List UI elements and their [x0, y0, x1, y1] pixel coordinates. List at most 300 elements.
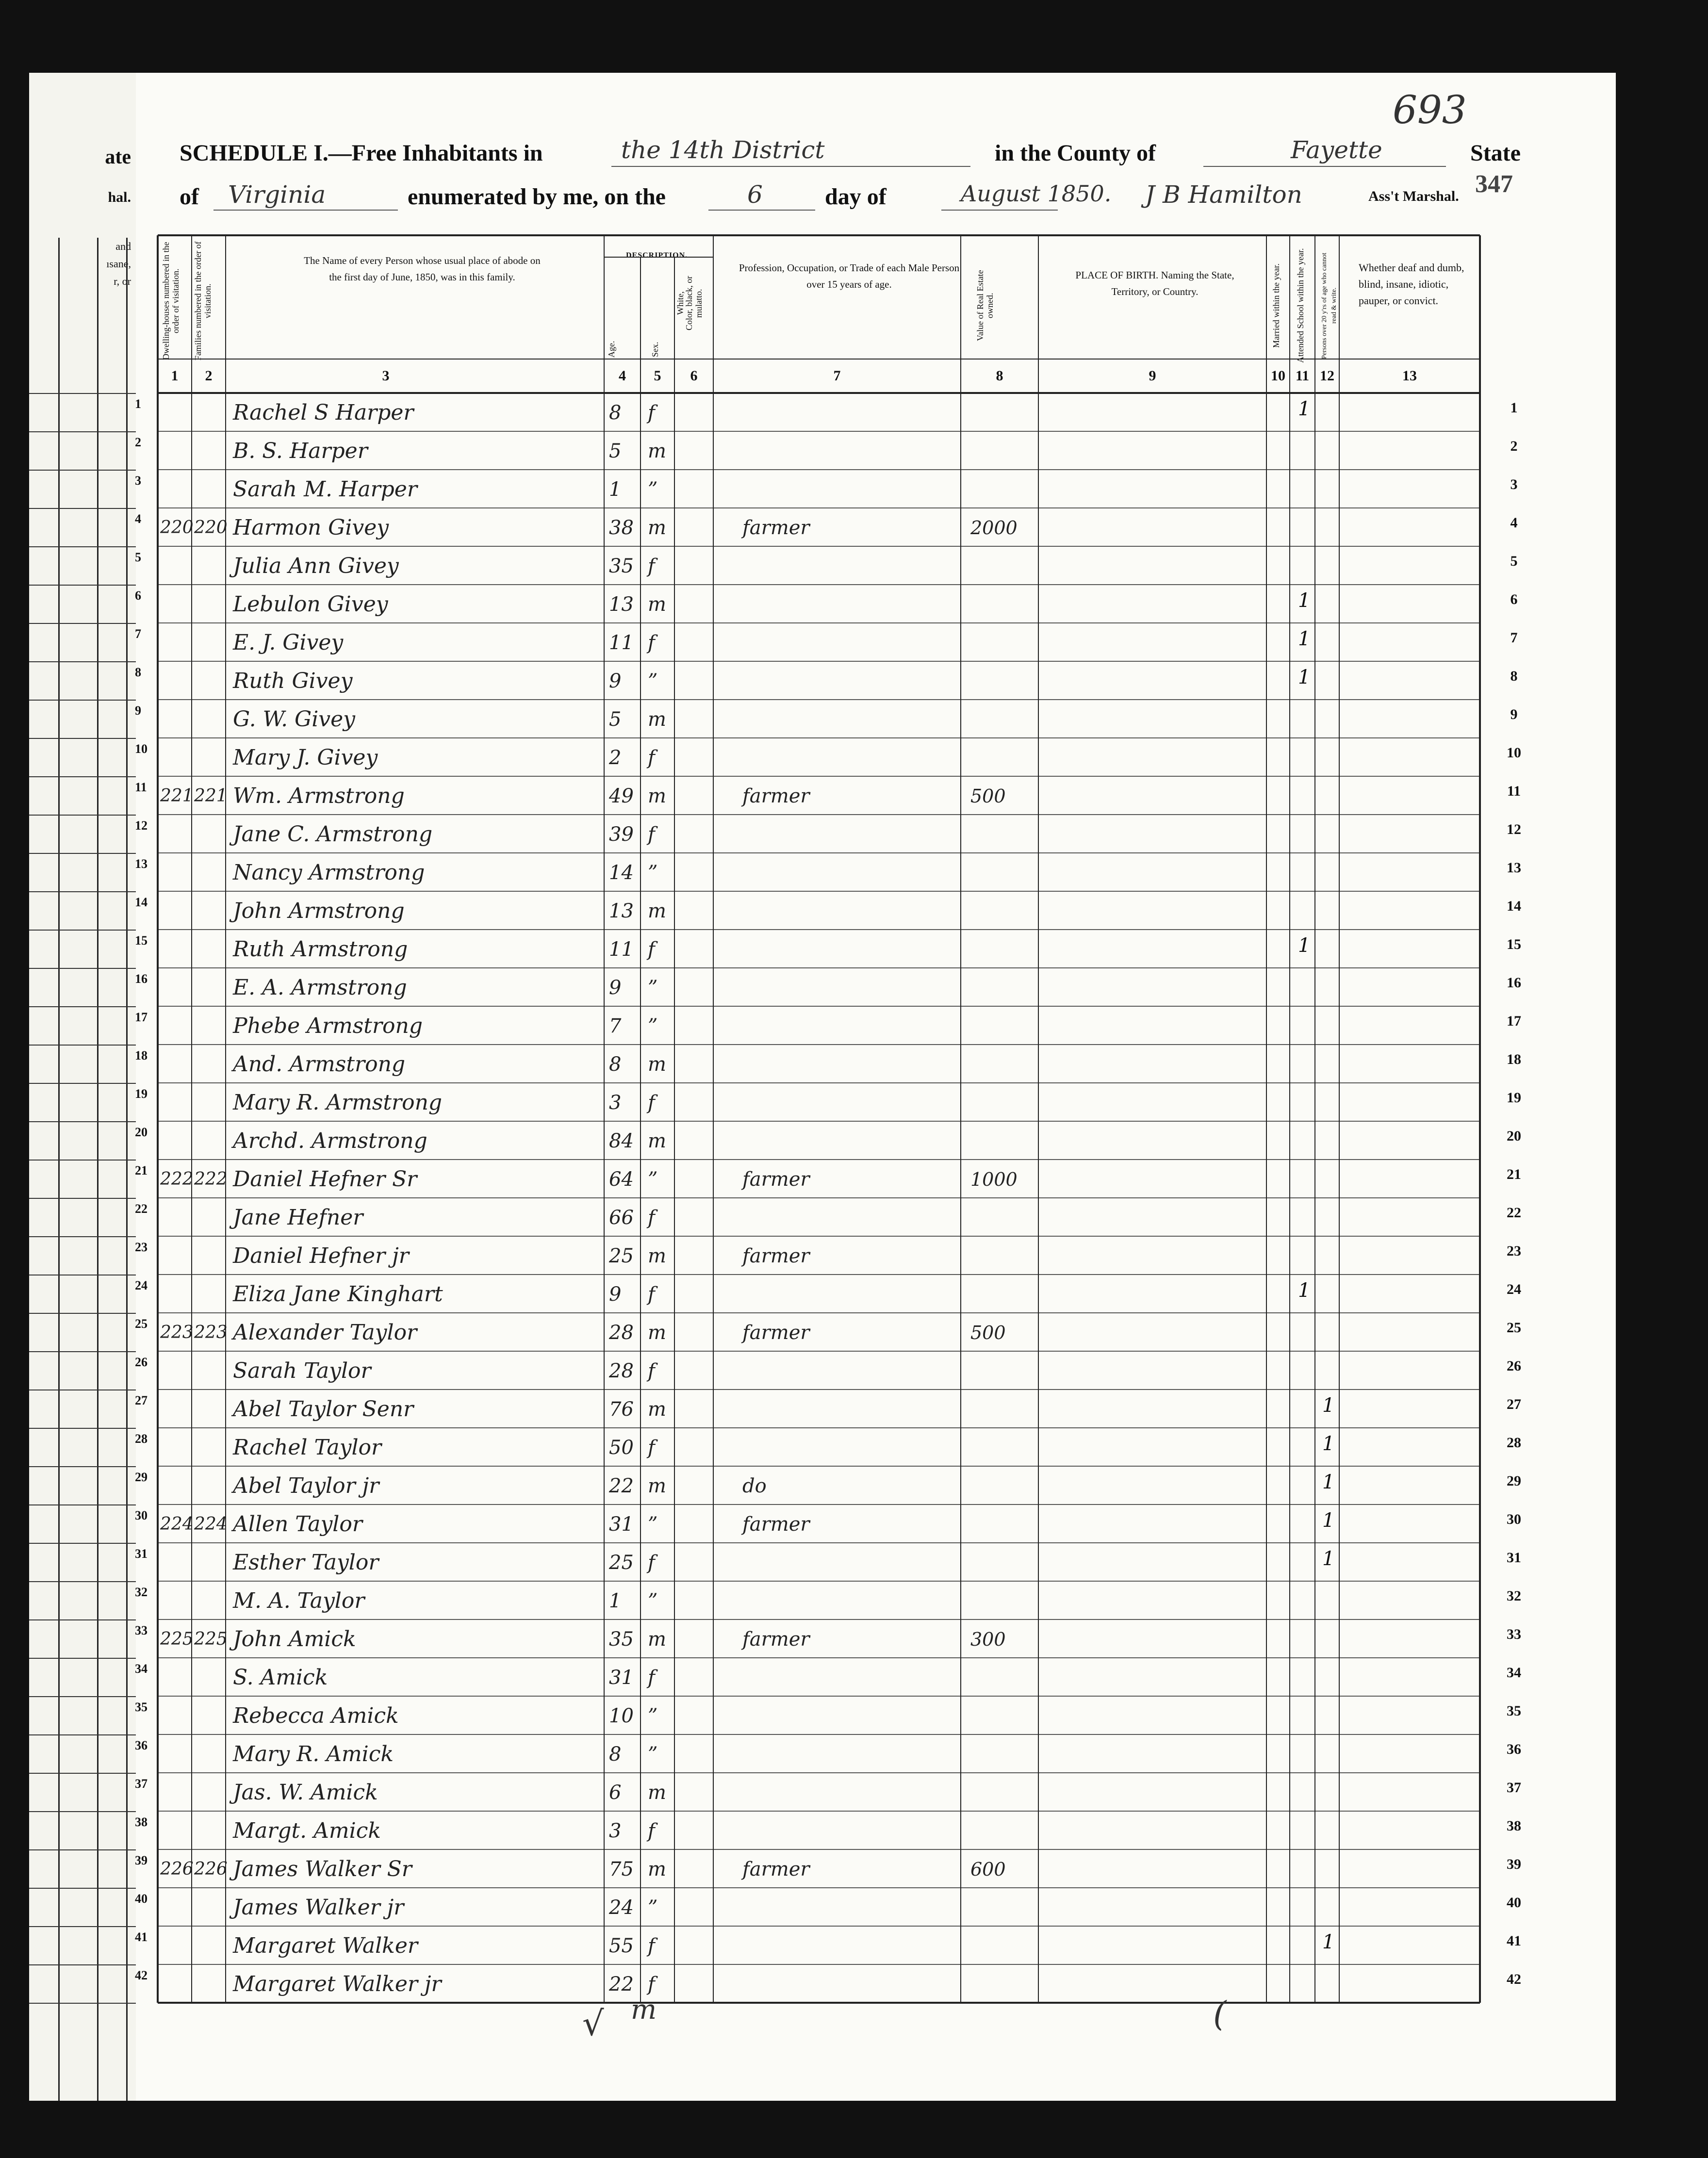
dwelling-number: 221	[160, 786, 194, 806]
col-6-header: Color, black, or mulatto.	[684, 276, 704, 331]
family-number: 224	[194, 1514, 228, 1534]
person-name: G. W. Givey	[233, 707, 356, 732]
person-name: Wm. Armstrong	[233, 784, 405, 808]
table-row	[136, 585, 1616, 623]
dwelling-number	[160, 1354, 194, 1388]
attended-school-mark: 1	[1298, 934, 1311, 957]
person-name: M. A. Taylor	[233, 1588, 365, 1613]
row-number-left: 16	[135, 972, 148, 986]
person-name: Abel Taylor jr	[233, 1473, 379, 1498]
column-number: 12	[1320, 368, 1334, 384]
person-age: 3	[609, 1820, 622, 1842]
table-row	[136, 1581, 1616, 1619]
col-5-header: Sex.	[650, 342, 660, 357]
person-name: Jane C. Armstrong	[233, 822, 433, 847]
real-estate-value	[970, 1546, 1038, 1580]
real-estate-value	[970, 1201, 1038, 1235]
row-number-left: 9	[135, 703, 141, 718]
person-sex: ”	[648, 1168, 658, 1191]
family-number: 221	[194, 786, 228, 806]
row-number-right: 33	[1507, 1626, 1521, 1642]
column-number: 4	[619, 368, 626, 384]
real-estate-value	[970, 932, 1038, 966]
person-name: S. Amick	[233, 1665, 328, 1690]
stub-row-rule	[29, 1198, 146, 1199]
dwelling-number	[160, 1929, 194, 1963]
row-number-right: 13	[1507, 860, 1521, 876]
marshal-signature: J B Hamilton	[1145, 180, 1302, 209]
row-number-left: 13	[135, 857, 148, 871]
real-estate-value	[970, 1469, 1038, 1503]
stub-row-rule	[29, 1811, 146, 1812]
family-number	[194, 626, 228, 660]
stub-row-rule	[29, 891, 146, 892]
person-occupation	[742, 1201, 956, 1235]
row-number-right: 3	[1510, 476, 1518, 492]
person-sex: m	[648, 1322, 666, 1344]
person-sex: f	[648, 747, 655, 769]
family-number	[194, 932, 228, 966]
dwelling-number: 223	[160, 1323, 194, 1342]
row-number-right: 39	[1507, 1856, 1521, 1872]
row-number-left: 31	[135, 1547, 148, 1561]
row-number-left: 19	[135, 1087, 148, 1101]
real-estate-value	[970, 856, 1038, 890]
dwelling-number	[160, 1047, 194, 1081]
row-number-right: 18	[1507, 1051, 1521, 1067]
person-age: 22	[609, 1973, 634, 1995]
real-estate-value: 500	[970, 785, 1006, 807]
person-occupation	[742, 1891, 956, 1925]
family-number	[194, 856, 228, 890]
dwelling-number	[160, 894, 194, 928]
table-row	[136, 623, 1616, 661]
family-number	[194, 1277, 228, 1311]
stub-row-rule	[29, 1849, 146, 1850]
person-age: 2	[609, 747, 622, 769]
column-number: 11	[1295, 368, 1310, 384]
person-sex: f	[648, 1820, 655, 1842]
person-name: Daniel Hefner Sr	[233, 1167, 417, 1192]
row-number-left: 37	[135, 1777, 148, 1791]
marshal-label: Ass't Marshal.	[1368, 188, 1459, 204]
table-row	[136, 1351, 1616, 1390]
row-number-left: 27	[135, 1393, 148, 1407]
dwelling-number	[160, 1776, 194, 1810]
column-number: 8	[996, 368, 1003, 384]
person-occupation	[742, 971, 956, 1005]
table-row	[136, 546, 1616, 585]
stub-row-rule	[29, 585, 146, 586]
stub-row-rule	[29, 968, 146, 969]
person-occupation	[742, 741, 956, 775]
person-occupation	[742, 664, 956, 698]
dwelling-number	[160, 817, 194, 851]
person-age: 75	[609, 1858, 634, 1880]
stub-row-rule	[29, 1083, 146, 1084]
stub-row-rule	[29, 1581, 146, 1582]
person-name: Rebecca Amick	[233, 1703, 399, 1728]
footer-mark: m	[631, 1994, 657, 2026]
real-estate-value	[970, 894, 1038, 928]
dwelling-number	[160, 1814, 194, 1848]
person-age: 31	[609, 1513, 634, 1536]
person-name: Ruth Givey	[233, 669, 353, 693]
family-number	[194, 396, 228, 430]
person-age: 55	[609, 1935, 634, 1957]
row-number-right: 5	[1510, 553, 1518, 569]
person-name: B. S. Harper	[233, 439, 368, 463]
person-name: Margt. Amick	[233, 1818, 381, 1843]
real-estate-value	[970, 1239, 1038, 1273]
real-estate-value	[970, 664, 1038, 698]
column-number: 9	[1149, 368, 1156, 384]
column-number: 2	[205, 368, 213, 384]
stub-rule	[97, 238, 99, 2101]
row-number-left: 35	[135, 1700, 148, 1714]
dwelling-number: 220	[160, 518, 194, 538]
stub-row-rule	[29, 1543, 146, 1544]
table-row	[136, 738, 1616, 776]
stub-row-rule	[29, 815, 146, 816]
person-name: John Amick	[233, 1627, 356, 1651]
table-row	[136, 776, 1616, 815]
real-estate-value	[970, 1124, 1038, 1158]
real-estate-value	[970, 1507, 1038, 1541]
person-sex: m	[648, 1245, 666, 1267]
person-age: 49	[609, 785, 634, 807]
county-label: in the County of	[995, 140, 1156, 166]
person-sex: m	[648, 785, 666, 807]
person-age: 39	[609, 823, 634, 846]
table-row	[136, 1926, 1616, 1964]
col-9-header: PLACE OF BIRTH. Naming the State, Territory, or Country.	[1075, 269, 1234, 297]
real-estate-value	[970, 1929, 1038, 1963]
table-row	[136, 393, 1616, 431]
row-number-right: 34	[1507, 1665, 1521, 1681]
table-row	[136, 1504, 1616, 1543]
person-sex: ”	[648, 1015, 658, 1037]
schedule-title: SCHEDULE I.—Free Inhabitants in	[180, 140, 543, 166]
col-4-header: Age.	[607, 341, 616, 358]
person-occupation	[742, 1546, 956, 1580]
person-age: 3	[609, 1092, 622, 1114]
stub-row-rule	[29, 1696, 146, 1697]
person-name: Eliza Jane Kinghart	[233, 1282, 443, 1307]
family-number	[194, 549, 228, 583]
row-number-left: 24	[135, 1278, 148, 1292]
real-estate-value	[970, 1814, 1038, 1848]
row-number-left: 8	[135, 665, 141, 679]
row-number-left: 12	[135, 818, 148, 833]
row-number-left: 15	[135, 933, 148, 948]
person-age: 50	[609, 1437, 634, 1459]
person-age: 10	[609, 1705, 634, 1727]
person-sex: m	[648, 1475, 666, 1497]
dwelling-number	[160, 1737, 194, 1771]
family-number	[194, 741, 228, 775]
person-sex: m	[648, 1053, 666, 1076]
dwelling-number	[160, 1201, 194, 1235]
table-row	[136, 1849, 1616, 1888]
person-name: E. J. Givey	[233, 630, 344, 655]
person-occupation	[742, 549, 956, 583]
real-estate-value: 1000	[970, 1169, 1018, 1190]
person-name: Jas. W. Amick	[233, 1780, 378, 1805]
row-number-right: 20	[1507, 1128, 1521, 1144]
person-age: 35	[609, 555, 634, 577]
col-3-header: The Name of every Person whose usual place of abode on the first day of June, 1850, was in this family.	[304, 255, 541, 283]
person-age: 64	[609, 1168, 634, 1191]
person-sex: m	[648, 1130, 666, 1152]
table-row	[136, 1198, 1616, 1236]
person-age: 9	[609, 670, 622, 692]
row-number-left: 41	[135, 1930, 148, 1944]
person-sex: m	[648, 1782, 666, 1804]
dwelling-number	[160, 434, 194, 468]
row-number-right: 37	[1507, 1780, 1521, 1796]
person-occupation	[742, 473, 956, 507]
stub-row-rule	[29, 776, 146, 777]
row-number-left: 36	[135, 1738, 148, 1752]
table-row	[136, 1888, 1616, 1926]
stub-row-rule	[29, 1313, 146, 1314]
table-row	[136, 508, 1616, 546]
row-number-left: 23	[135, 1240, 148, 1254]
dwelling-number	[160, 1891, 194, 1925]
dwelling-number	[160, 626, 194, 660]
person-sex: ”	[648, 1743, 658, 1766]
row-number-right: 6	[1510, 591, 1518, 607]
dwelling-number	[160, 1967, 194, 2001]
person-sex: m	[648, 1398, 666, 1421]
person-sex: f	[648, 1360, 655, 1382]
stub-row-rule	[29, 1658, 146, 1659]
row-number-right: 7	[1510, 630, 1518, 646]
family-number	[194, 434, 228, 468]
row-number-right: 29	[1507, 1473, 1521, 1489]
cannot-read-write-mark: 1	[1322, 1433, 1335, 1455]
row-number-right: 36	[1507, 1741, 1521, 1757]
person-name: Julia Ann Givey	[233, 554, 399, 578]
row-number-left: 17	[135, 1010, 148, 1024]
dwelling-number	[160, 1124, 194, 1158]
person-name: Sarah Taylor	[233, 1358, 371, 1383]
district-field: the 14th District	[621, 136, 825, 164]
person-name: Phebe Armstrong	[233, 1014, 423, 1038]
stub-row-rule	[29, 738, 146, 739]
person-occupation	[742, 588, 956, 621]
dwelling-number: 226	[160, 1859, 194, 1879]
row-number-right: 27	[1507, 1396, 1521, 1412]
person-name: James Walker jr	[233, 1895, 404, 1920]
person-occupation	[742, 1086, 956, 1120]
person-name: Allen Taylor	[233, 1512, 362, 1537]
dwelling-number	[160, 1392, 194, 1426]
person-occupation: farmer	[742, 517, 810, 539]
real-estate-value	[970, 1699, 1038, 1733]
row-number-left: 1	[135, 397, 141, 411]
family-number	[194, 703, 228, 736]
family-number	[194, 817, 228, 851]
stub-row-rule	[29, 1428, 146, 1429]
row-number-left: 5	[135, 550, 141, 564]
real-estate-value	[970, 1776, 1038, 1810]
stub-text: and ısane, r, or	[106, 240, 131, 287]
description-header: DESCRIPTION.	[626, 251, 688, 260]
person-occupation: farmer	[742, 1858, 810, 1880]
dwelling-number	[160, 664, 194, 698]
stub-row-rule	[29, 1964, 146, 1965]
row-number-left: 42	[135, 1968, 148, 1982]
person-sex: f	[648, 1667, 655, 1689]
col-10-header: Married within the year.	[1271, 263, 1281, 348]
real-estate-value	[970, 1891, 1038, 1925]
person-sex: f	[648, 1552, 655, 1574]
row-number-left: 18	[135, 1048, 148, 1063]
family-number: 226	[194, 1859, 228, 1879]
cannot-read-write-mark: 1	[1322, 1548, 1335, 1570]
table-row	[136, 1275, 1616, 1313]
dwelling-number	[160, 1469, 194, 1503]
family-number	[194, 1737, 228, 1771]
dwelling-number	[160, 856, 194, 890]
column-number: 7	[833, 368, 841, 384]
person-sex: ”	[648, 478, 658, 501]
row-number-right: 12	[1507, 821, 1521, 837]
person-sex: ”	[648, 1896, 658, 1919]
person-age: 8	[609, 1053, 622, 1076]
stub-rule	[126, 238, 128, 2101]
attended-school-mark: 1	[1298, 666, 1311, 688]
real-estate-value: 300	[970, 1629, 1006, 1650]
row-number-right: 9	[1510, 706, 1518, 722]
stub-row-rule	[29, 623, 146, 624]
table-row	[136, 1083, 1616, 1121]
col-6-header-white: White,	[675, 291, 685, 315]
state-field: Virginia	[228, 180, 326, 209]
cannot-read-write-mark: 1	[1322, 1509, 1335, 1532]
row-number-left: 32	[135, 1585, 148, 1599]
person-sex: f	[648, 1437, 655, 1459]
family-number	[194, 1009, 228, 1043]
person-occupation	[742, 1431, 956, 1465]
cannot-read-write-mark: 1	[1322, 1394, 1335, 1417]
person-sex: f	[648, 1973, 655, 1995]
real-estate-value	[970, 1086, 1038, 1120]
real-estate-value	[970, 473, 1038, 507]
family-number	[194, 894, 228, 928]
person-sex: ”	[648, 1705, 658, 1727]
person-age: 14	[609, 862, 634, 884]
person-name: Margaret Walker	[233, 1933, 418, 1958]
column-number: 13	[1402, 368, 1417, 384]
stub-row-rule	[29, 1466, 146, 1467]
person-age: 24	[609, 1896, 634, 1919]
row-number-left: 20	[135, 1125, 148, 1139]
printed-page-number: 347	[1475, 170, 1513, 198]
row-number-left: 38	[135, 1815, 148, 1829]
stub-row-rule	[29, 1504, 146, 1505]
family-number	[194, 1776, 228, 1810]
table-row	[136, 1964, 1616, 2003]
row-number-right: 22	[1507, 1205, 1521, 1221]
person-occupation	[742, 1354, 956, 1388]
real-estate-value	[970, 1431, 1038, 1465]
stub-row-rule	[29, 2003, 146, 2004]
real-estate-value	[970, 588, 1038, 621]
person-age: 7	[609, 1015, 622, 1037]
person-age: 76	[609, 1398, 634, 1421]
person-age: 5	[609, 440, 622, 462]
dwelling-number	[160, 971, 194, 1005]
person-sex: m	[648, 517, 666, 539]
family-number	[194, 1546, 228, 1580]
person-age: 84	[609, 1130, 634, 1152]
person-occupation	[742, 1009, 956, 1043]
row-number-right: 38	[1507, 1818, 1521, 1834]
row-number-left: 28	[135, 1432, 148, 1446]
row-number-right: 40	[1507, 1895, 1521, 1911]
family-number	[194, 664, 228, 698]
person-sex: f	[648, 1935, 655, 1957]
person-occupation	[742, 434, 956, 468]
county-field: Fayette	[1291, 136, 1382, 164]
table-row	[136, 1045, 1616, 1083]
real-estate-value: 500	[970, 1322, 1006, 1343]
person-occupation	[742, 856, 956, 890]
table-row	[136, 853, 1616, 891]
footer-check-mark: √	[582, 2004, 604, 2044]
column-number: 6	[690, 368, 698, 384]
month-year-field: August 1850.	[961, 180, 1112, 207]
real-estate-value	[970, 1047, 1038, 1081]
person-occupation	[742, 1392, 956, 1426]
person-occupation	[742, 1967, 956, 2001]
table-row	[136, 1466, 1616, 1504]
row-number-left: 33	[135, 1623, 148, 1637]
table-row	[136, 1543, 1616, 1581]
stub-row-rule	[29, 470, 146, 471]
person-sex: m	[648, 708, 666, 731]
person-age: 66	[609, 1207, 634, 1229]
dwelling-number	[160, 396, 194, 430]
family-number: 222	[194, 1169, 228, 1189]
person-sex: ”	[648, 1513, 658, 1536]
person-age: 8	[609, 1743, 622, 1766]
row-number-left: 4	[135, 512, 141, 526]
person-sex: f	[648, 1092, 655, 1114]
dwelling-number	[160, 1661, 194, 1695]
person-name: Rachel Taylor	[233, 1435, 382, 1460]
col-11-header: Attended School within the year.	[1296, 248, 1305, 363]
person-name: Jane Hefner	[233, 1205, 363, 1230]
person-sex: m	[648, 440, 666, 462]
person-occupation	[742, 1776, 956, 1810]
person-sex: m	[648, 1858, 666, 1880]
column-number: 3	[382, 368, 390, 384]
row-number-right: 10	[1507, 745, 1521, 761]
table-row	[136, 930, 1616, 968]
column-number: 1	[171, 368, 179, 384]
stub-title: ate	[105, 146, 131, 168]
table-row	[136, 1658, 1616, 1696]
person-sex: ”	[648, 670, 658, 692]
person-occupation: farmer	[742, 1322, 810, 1344]
person-sex: f	[648, 1283, 655, 1306]
family-number	[194, 1929, 228, 1963]
person-sex: ”	[648, 862, 658, 884]
